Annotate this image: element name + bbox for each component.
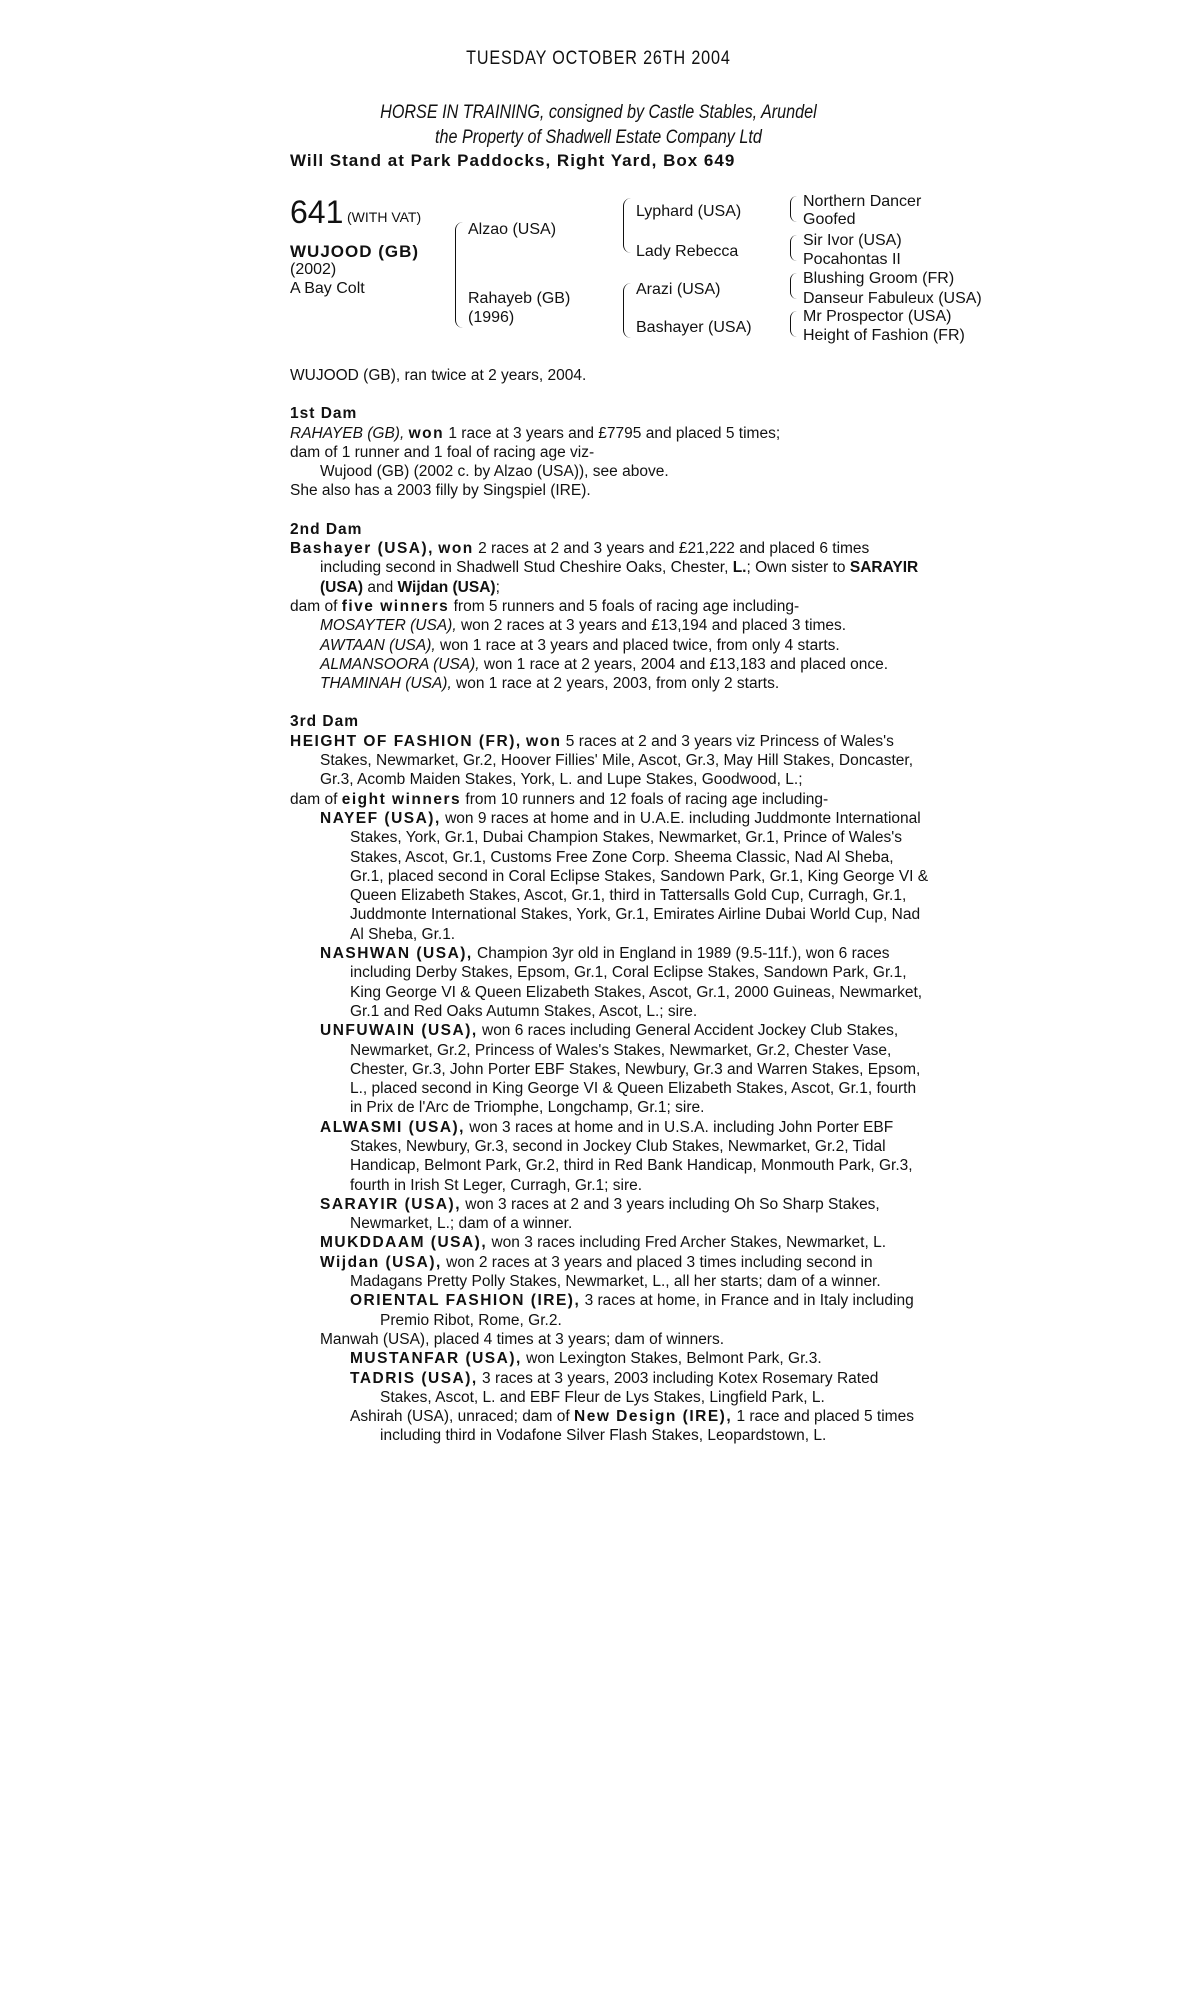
- produce-record: won 3 races including Fred Archer Stakes, Newmarket, L.: [487, 1234, 887, 1252]
- record-text: from 5 runners and 5 foals of racing age including-: [449, 597, 800, 615]
- produce-entry: [290, 655, 930, 674]
- produce-name: AWTAAN (USA),: [320, 636, 436, 654]
- pedigree-g4: Pocahontas II: [803, 251, 901, 268]
- first-dam-record: [290, 424, 930, 443]
- produce-record: won 6 races including General Accident Jockey Club Stakes, Newmarket, Gr.2, Princess of Wales's Stakes, Newmarket, Gr.2, Chester Vase, Chester, Gr.3, John Porter EBF Stakes, Newbury, Gr.3 and Warren Stakes, Epsom, L., placed second in King George VI & Queen Elizabeth Stakes, Ascot, Gr.1, fourth in Prix de l'Arc de Triomphe, Longchamp, Gr.1; sire.: [350, 1022, 921, 1117]
- produce-entry: [290, 1253, 930, 1292]
- produce-record: won 1 race at 2 years, 2003, from only 2 starts.: [451, 675, 780, 693]
- record-text: ; Own sister to: [746, 559, 850, 577]
- pedigree-sire-dam: Lady Rebecca: [636, 243, 739, 260]
- produce-name: NASHWAN (USA),: [320, 945, 473, 963]
- produce-entry: [290, 616, 930, 635]
- produce-name: UNFUWAIN (USA),: [320, 1022, 478, 1040]
- produce-entry: Manwah (USA), placed 4 times at 3 years; dam of winners.: [320, 1330, 725, 1348]
- horse-name: WUJOOD (GB): [290, 242, 420, 261]
- record-text: dam of: [290, 597, 342, 615]
- pedigree-g5: Blushing Groom (FR): [803, 270, 955, 287]
- produce-name: New Design (IRE),: [574, 1408, 733, 1426]
- produce-record: won Lexington Stakes, Belmont Park, Gr.3.: [521, 1350, 822, 1368]
- horse-year: (2002): [290, 261, 337, 278]
- winners-count: five winners: [341, 597, 450, 615]
- pedigree-g7: Mr Prospector (USA): [803, 308, 952, 325]
- produce-entry: [290, 1349, 930, 1368]
- pedigree-brace: [623, 198, 631, 253]
- pedigree-dam-dam: Bashayer (USA): [636, 319, 752, 336]
- first-dam-produce: Wujood (GB) (2002 c. by Alzao (USA)), see above.: [320, 463, 669, 481]
- pedigree-brace: [790, 273, 797, 299]
- produce-entry: [290, 1118, 930, 1195]
- produce-name: TADRIS (USA),: [350, 1369, 478, 1387]
- pedigree-sire: Alzao (USA): [468, 221, 557, 238]
- second-dam-record: [290, 539, 930, 597]
- lot-number: 641: [290, 194, 344, 230]
- catalogue-body: [290, 366, 930, 1446]
- produce-entry: [290, 1233, 930, 1252]
- dam-record: 1 race at 3 years and £7795 and placed 5 times;: [444, 424, 781, 442]
- won-label: won: [526, 732, 562, 750]
- produce-record: won 1 race at 2 years, 2004 and £13,183 and placed once.: [479, 655, 889, 673]
- pedigree-dam-sire: Arazi (USA): [636, 281, 721, 298]
- produce-name: MUSTANFAR (USA),: [350, 1350, 522, 1368]
- won-label: won: [438, 540, 474, 558]
- pedigree-g2: Goofed: [803, 211, 856, 228]
- produce-entry: [290, 1407, 930, 1446]
- race-summary: WUJOOD (GB), ran twice at 2 years, 2004.: [290, 367, 587, 384]
- record-text: dam of: [290, 790, 342, 808]
- dam-name: Bashayer (USA),: [290, 540, 434, 558]
- pedigree-g1: Northern Dancer: [803, 193, 922, 210]
- produce-entry: [290, 944, 930, 1021]
- record-text: from 10 runners and 12 foals of racing age including-: [461, 790, 829, 808]
- third-dam-heading: 3rd Dam: [290, 713, 360, 731]
- produce-name: SARAYIR (USA),: [320, 1195, 461, 1213]
- property-line: the Property of Shadwell Estate Company Ltd: [435, 127, 762, 148]
- pedigree-brace: [455, 222, 464, 328]
- listed-label: L.: [732, 559, 747, 577]
- produce-entry: [290, 1369, 930, 1408]
- pedigree-brace: [623, 283, 631, 338]
- record-text: ;: [495, 578, 500, 596]
- produce-entry: [290, 1195, 930, 1234]
- produce-record: won 2 races at 3 years and placed 3 times including second in Madagans Pretty Polly Stakes, Newmarket, L., all her starts; dam of a winner.: [350, 1253, 881, 1291]
- horse-description: A Bay Colt: [290, 280, 365, 297]
- produce-record: won 9 races at home and in U.A.E. including Juddmonte International Stakes, York, Gr.1, Dubai Champion Stakes, Newmarket, Gr.1, Prince of Wales's Stakes, Ascot, Gr.1, Customs Free Zone Corp. Sheema Classic, Nad Al Sheba, Gr.1, placed second in Coral Eclipse Stakes, Sandown Park, Gr.1, King George VI & Queen Elizabeth Stakes, Ascot, Gr.1, third in Tattersalls Gold Cup, Curragh, Gr.1, Juddmonte International Stakes, York, Gr.1, Emirates Airline Dubai World Cup, Nad Al Sheba, Gr.1.: [350, 809, 929, 943]
- produce-name: MUKDDAAM (USA),: [320, 1234, 488, 1252]
- pedigree-sire-sire: Lyphard (USA): [636, 203, 742, 220]
- pedigree-brace: [790, 235, 797, 261]
- produce-record: 1 race and placed 5 times including third in Vodafone Silver Flash Stakes, Leopardstown, L.: [380, 1408, 914, 1445]
- dam-name: RAHAYEB (GB),: [290, 424, 405, 442]
- produce-name: NAYEF (USA),: [320, 809, 441, 827]
- produce-name: MOSAYTER (USA),: [320, 617, 457, 635]
- dam-name: HEIGHT OF FASHION (FR),: [290, 732, 522, 750]
- produce-record: Champion 3yr old in England in 1989 (9.5-11f.), won 6 races including Derby Stakes, Epsom, Gr.1, Coral Eclipse Stakes, Sandown Park, Gr.1, King George VI & Queen Elizabeth Stakes, Ascot, Gr.1, 2000 Guineas, Newmarket, Gr.1 and Red Oaks Autumn Stakes, Ascot, L.; sire.: [350, 945, 923, 1020]
- produce-entry: [290, 636, 930, 655]
- record-text: and: [363, 578, 398, 596]
- sister-name: Wijdan (USA): [397, 578, 496, 596]
- third-dam-record: [290, 732, 930, 790]
- produce-record: won 1 race at 3 years and placed twice, from only 4 starts.: [435, 636, 840, 654]
- vat-note: (WITH VAT): [347, 209, 422, 225]
- produce-record: Ashirah (USA), unraced; dam of: [350, 1408, 574, 1426]
- produce-record: won 2 races at 3 years and £13,194 and placed 3 times.: [456, 617, 847, 635]
- produce-entry: [290, 674, 930, 693]
- produce-record: 3 races at 3 years, 2003 including Kotex Rosemary Rated Stakes, Ascot, L. and EBF Fleur de Lys Stakes, Lingfield Park, L.: [380, 1369, 879, 1406]
- second-dam-heading: 2nd Dam: [290, 520, 363, 538]
- produce-name: Wijdan (USA),: [320, 1253, 442, 1271]
- pedigree-g3: Sir Ivor (USA): [803, 232, 902, 249]
- pedigree-dam: Rahayeb (GB): [468, 290, 571, 307]
- sister-name: SARAYIR (USA): [320, 559, 919, 596]
- first-dam-note: She also has a 2003 filly by Singspiel (IRE).: [290, 482, 591, 500]
- produce-name: THAMINAH (USA),: [320, 675, 452, 693]
- produce-name: ALWASMI (USA),: [320, 1118, 465, 1136]
- record-text: 2 races at 2 and 3 years and £21,222 and placed 6 times including second in Shadwell Stud Cheshire Oaks, Chester,: [320, 540, 870, 577]
- pedigree-g6: Danseur Fabuleux (USA): [803, 290, 982, 307]
- produce-name: ORIENTAL FASHION (IRE),: [350, 1292, 581, 1310]
- produce-entry: [290, 1291, 930, 1330]
- produce-entry: [290, 1021, 930, 1117]
- pedigree-brace: [790, 311, 797, 337]
- third-dam-produce-line: [290, 790, 930, 809]
- produce-record: won 3 races at home and in U.S.A. including John Porter EBF Stakes, Newbury, Gr.3, second in Jockey Club Stakes, Newmarket, Gr.2, Tidal Handicap, Belmont Park, Gr.2, third in Red Bank Handicap, Monmouth Park, Gr.3, fourth in Irish St Leger, Curragh, Gr.1; sire.: [350, 1118, 913, 1194]
- won-label: won: [408, 424, 445, 442]
- winners-count: eight winners: [341, 790, 462, 808]
- produce-record: 3 races at home, in France and in Italy including Premio Ribot, Rome, Gr.2.: [380, 1292, 914, 1329]
- produce-entry: [290, 809, 930, 944]
- pedigree-g8: Height of Fashion (FR): [803, 327, 965, 344]
- first-dam-heading: 1st Dam: [290, 405, 358, 423]
- second-dam-produce-line: [290, 597, 930, 616]
- record-text: 5 races at 2 and 3 years viz Princess of Wales's Stakes, Newmarket, Gr.2, Hoover Fillies' Mile, Ascot, Gr.3, May Hill Stakes, Doncaster, Gr.3, Acomb Maiden Stakes, York, L. and Lupe Stakes, Goodwood, L.;: [320, 732, 914, 789]
- sale-date: TUESDAY OCTOBER 26TH 2004: [466, 48, 731, 69]
- stand-location: Will Stand at Park Paddocks, Right Yard, Box 649: [290, 151, 736, 170]
- first-dam-produce-line: dam of 1 runner and 1 foal of racing age viz-: [290, 443, 595, 461]
- pedigree-brace: [790, 196, 797, 222]
- pedigree-dam-year: (1996): [468, 309, 515, 326]
- produce-name: ALMANSOORA (USA),: [320, 655, 480, 673]
- produce-record: won 3 races at 2 and 3 years including Oh So Sharp Stakes, Newmarket, L.; dam of a winner.: [350, 1195, 880, 1233]
- consignment-line: HORSE IN TRAINING, consigned by Castle Stables, Arundel: [380, 102, 817, 123]
